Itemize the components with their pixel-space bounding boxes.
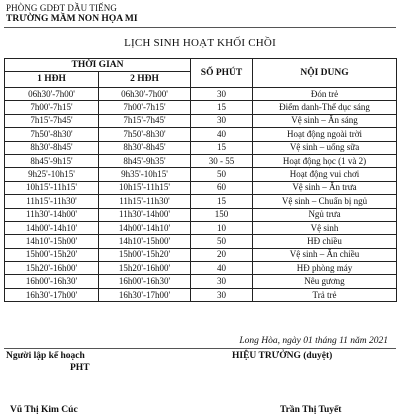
- table-row: [5, 208, 397, 221]
- minutes-cell: 15: [191, 141, 253, 154]
- content-cell: Ngủ trưa: [253, 208, 397, 221]
- table-row: [5, 221, 397, 234]
- time-slot-1: 7h15'-7h45': [5, 114, 99, 127]
- content-cell: HĐ phòng máy: [253, 262, 397, 275]
- minutes-cell: 30: [191, 114, 253, 127]
- minutes-cell: 60: [191, 181, 253, 194]
- content-cell: Nêu gương: [253, 275, 397, 288]
- minutes-cell: 40: [191, 128, 253, 141]
- time-slot-1: 11h15'-11h30': [5, 195, 99, 208]
- planner-name: Vũ Thị Kim Cúc: [10, 405, 78, 415]
- document-date: Long Hòa, ngày 01 tháng 11 năm 2021: [239, 336, 388, 346]
- minutes-cell: 40: [191, 262, 253, 275]
- minutes-cell: 150: [191, 208, 253, 221]
- minutes-cell: 15: [191, 195, 253, 208]
- time-slot-2: 10h15'-11h15': [99, 181, 191, 194]
- minutes-cell: 15: [191, 101, 253, 114]
- minutes-header: SỐ PHÚT: [191, 59, 253, 88]
- content-cell: Vệ sinh – Ăn chiều: [253, 248, 397, 261]
- content-cell: Đón trẻ: [253, 88, 397, 101]
- school-name: TRƯỜNG MẦM NON HỌA MI: [6, 14, 138, 24]
- time-slot-2: 7h50'-8h30': [99, 128, 191, 141]
- content-cell: Hoạt động vui chơi: [253, 168, 397, 181]
- table-row: [5, 128, 397, 141]
- time-slot-2: 11h15'-11h30': [99, 195, 191, 208]
- one-activity-header: 1 HĐH: [5, 72, 99, 88]
- minutes-cell: 50: [191, 235, 253, 248]
- principal-role: HIỆU TRƯỞNG (duyệt): [232, 351, 333, 361]
- table-row: [5, 275, 397, 288]
- table-row: [5, 154, 397, 167]
- time-slot-2: 06h30'-7h00': [99, 88, 191, 101]
- time-slot-1: 14h00'-14h10': [5, 221, 99, 234]
- content-cell: Vệ sinh – Ăn sáng: [253, 114, 397, 127]
- minutes-cell: 30 - 55: [191, 154, 253, 167]
- time-slot-1: 8h45'-9h15': [5, 154, 99, 167]
- time-slot-2: 7h15'-7h45': [99, 114, 191, 127]
- table-row: [5, 248, 397, 261]
- time-slot-1: 7h00'-7h15': [5, 101, 99, 114]
- table-row: [5, 195, 397, 208]
- content-cell: Vệ sinh – Chuẩn bị ngủ: [253, 195, 397, 208]
- content-cell: Trả trẻ: [253, 288, 397, 301]
- signature-divider: [4, 348, 396, 349]
- time-slot-2: 15h00'-15h20': [99, 248, 191, 261]
- time-group-header: THỜI GIAN: [5, 59, 191, 72]
- time-slot-2: 15h20'-16h00': [99, 262, 191, 275]
- time-slot-1: 14h10'-15h00': [5, 235, 99, 248]
- minutes-cell: 10: [191, 221, 253, 234]
- minutes-cell: 30: [191, 88, 253, 101]
- minutes-cell: 50: [191, 168, 253, 181]
- time-slot-2: 7h00'-7h15': [99, 101, 191, 114]
- content-cell: Vệ sinh – Ăn trưa: [253, 181, 397, 194]
- content-cell: Hoạt động học (1 và 2): [253, 154, 397, 167]
- content-cell: Điểm danh-Thể dục sáng: [253, 101, 397, 114]
- time-slot-2: 14h10'-15h00': [99, 235, 191, 248]
- time-slot-2: 9h35'-10h15': [99, 168, 191, 181]
- time-slot-1: 10h15'-11h15': [5, 181, 99, 194]
- minutes-cell: 20: [191, 248, 253, 261]
- content-cell: Vệ sinh: [253, 221, 397, 234]
- table-row: [5, 141, 397, 154]
- two-activity-header: 2 HĐH: [99, 72, 191, 88]
- table-row: [5, 288, 397, 301]
- header-divider: [4, 27, 396, 28]
- department-name: PHÒNG GDĐT DẦU TIẾNG: [6, 3, 117, 13]
- planner-title: PHT: [70, 363, 90, 373]
- table-row: [5, 262, 397, 275]
- schedule-table: [4, 58, 397, 302]
- time-slot-2: 8h45'-9h35': [99, 154, 191, 167]
- time-slot-1: 9h25'-10h15': [5, 168, 99, 181]
- minutes-cell: 30: [191, 275, 253, 288]
- table-row: [5, 235, 397, 248]
- time-slot-1: 06h30'-7h00': [5, 88, 99, 101]
- time-slot-2: 11h30'-14h00': [99, 208, 191, 221]
- time-slot-1: 7h50'-8h30': [5, 128, 99, 141]
- time-slot-2: 8h30'-8h45': [99, 141, 191, 154]
- document-title: LỊCH SINH HOẠT KHỐI CHỒI: [124, 37, 276, 49]
- table-row: [5, 168, 397, 181]
- table-row: [5, 114, 397, 127]
- time-slot-2: 14h00'-14h10': [99, 221, 191, 234]
- time-slot-2: 16h00'-16h30': [99, 275, 191, 288]
- table-row: [5, 88, 397, 101]
- time-slot-1: 15h20'-16h00': [5, 262, 99, 275]
- content-cell: Vệ sinh – uống sữa: [253, 141, 397, 154]
- time-slot-1: 11h30'-14h00': [5, 208, 99, 221]
- table-row: [5, 101, 397, 114]
- time-slot-1: 15h00'-15h20': [5, 248, 99, 261]
- content-cell: HĐ chiều: [253, 235, 397, 248]
- content-cell: Hoạt động ngoài trời: [253, 128, 397, 141]
- planner-role: Người lập kế hoạch: [6, 351, 85, 361]
- minutes-cell: 30: [191, 288, 253, 301]
- content-header: NỘI DUNG: [253, 59, 397, 88]
- table-row: [5, 181, 397, 194]
- time-slot-1: 16h00'-16h30': [5, 275, 99, 288]
- principal-name: Trần Thị Tuyết: [280, 405, 342, 415]
- time-slot-1: 16h30'-17h00': [5, 288, 99, 301]
- time-slot-2: 16h30'-17h00': [99, 288, 191, 301]
- time-slot-1: 8h30'-8h45': [5, 141, 99, 154]
